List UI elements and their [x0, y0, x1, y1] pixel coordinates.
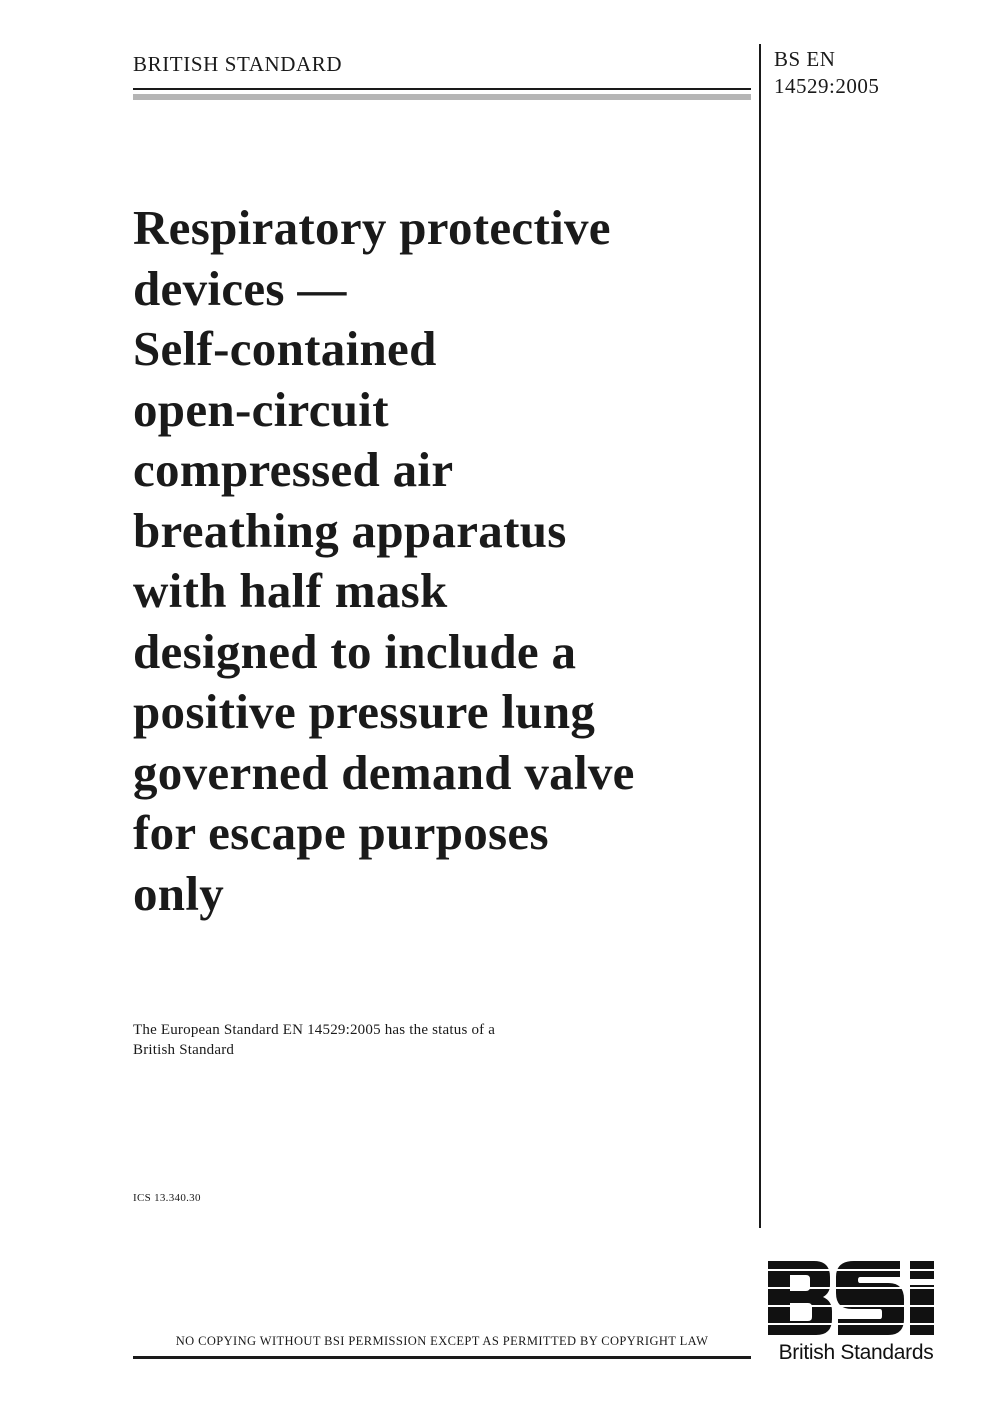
- status-statement: [133, 1020, 603, 1060]
- ics-code: ICS 13.340.30: [133, 1192, 201, 1204]
- bsi-mark-graphic: [766, 1257, 946, 1341]
- document-title: Respiratory protective devices — Self-contained open-circuit compressed air breathing apparatus with half mask designed to include a positive pressure lung governed demand valve for escape purposes only: [133, 200, 635, 921]
- header-rule-thick: [133, 94, 751, 100]
- bsi-logo-caption: British Standards: [778, 1341, 934, 1364]
- footer-rule: [133, 1356, 751, 1359]
- bsi-logo: [766, 1257, 946, 1367]
- standard-number-line2: 14529:2005: [774, 74, 880, 98]
- header-rule-thin: [133, 88, 751, 90]
- document-type-label: BRITISH STANDARD: [133, 52, 343, 76]
- vertical-divider: [759, 44, 761, 1228]
- copyright-notice: NO COPYING WITHOUT BSI PERMISSION EXCEPT AS PERMITTED BY COPYRIGHT LAW: [175, 1334, 709, 1348]
- status-statement-line1: The European Standard EN 14529:2005 has the status of a: [133, 1022, 496, 1038]
- status-statement-line2: British Standard: [133, 1042, 235, 1058]
- standard-number-line1: BS EN: [774, 47, 836, 71]
- standard-number: [774, 46, 879, 100]
